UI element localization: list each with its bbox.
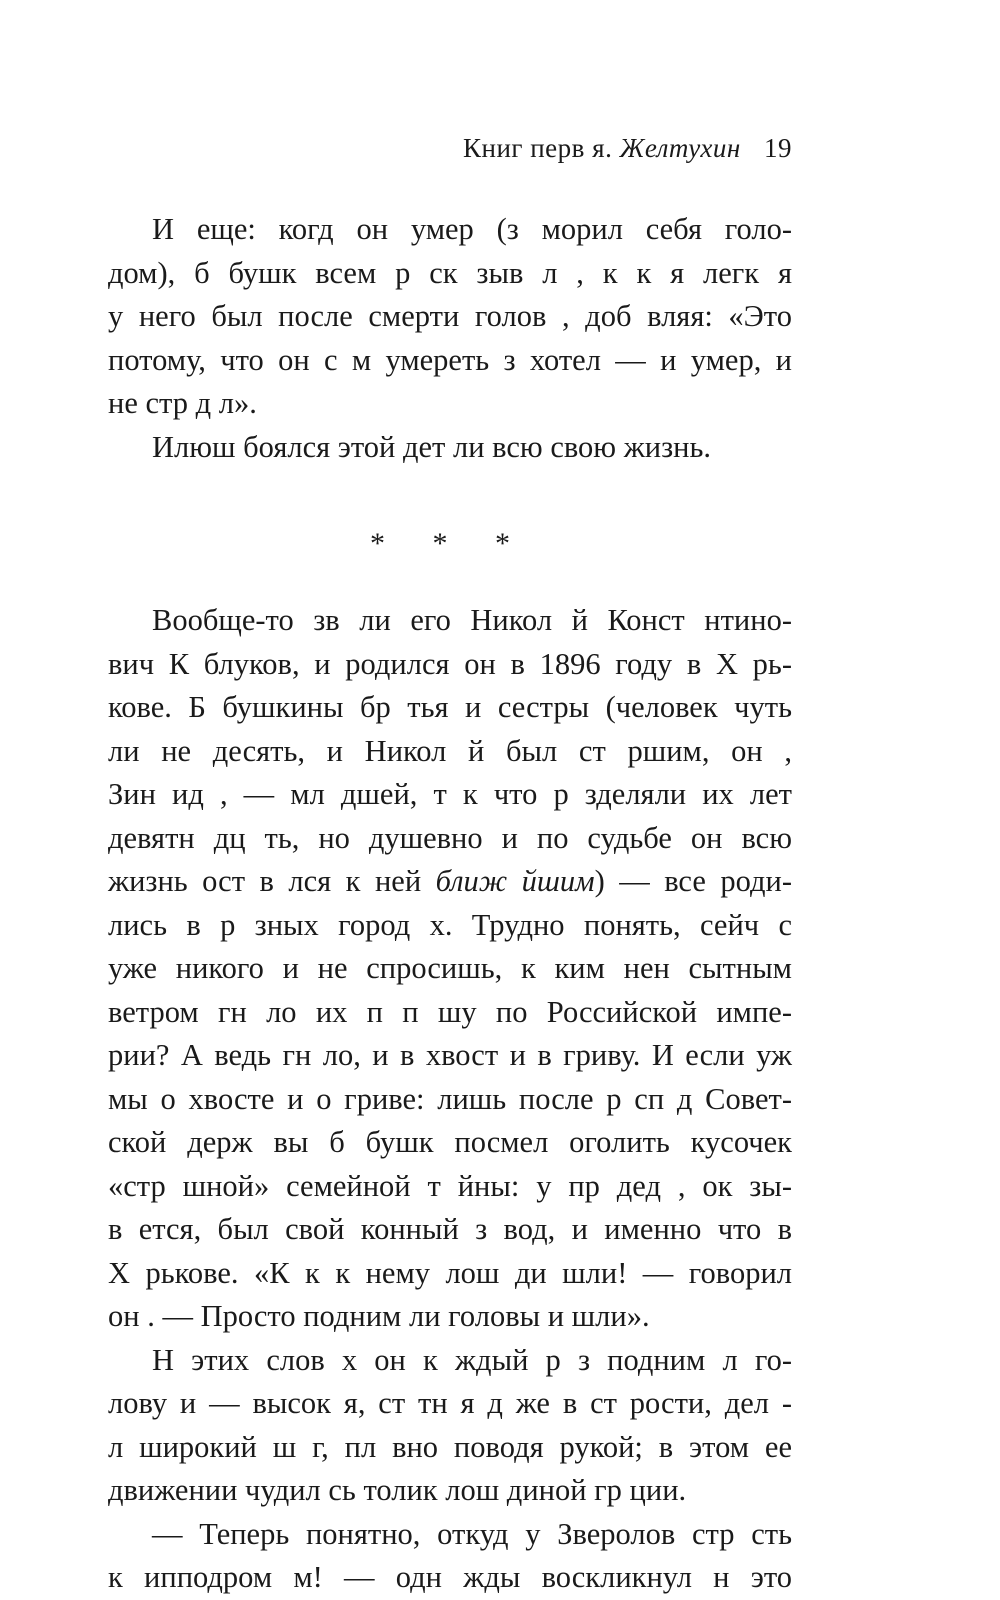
text-line: потому, что он с м умереть з хотел — и умер, и (108, 342, 792, 377)
text-line: Х рькове. «К к к нему лош ди шли! — говорил (108, 1255, 792, 1290)
text-run: ) — все роди- (594, 864, 792, 898)
text-line: вич К блуков, и родился он в 1896 году в Х рь- (108, 646, 792, 681)
text-line: л широкий ш г, пл вно поводя рукой; в этом ее (108, 1429, 792, 1464)
italic-word: ближ йшим (435, 864, 595, 898)
text-line: ветром гн ло их п п шу по Российской импе- (108, 994, 792, 1029)
text-line: лись в р зных город х. Трудно понять, сейч с (108, 907, 792, 942)
text-line: — Теперь понятно, откуд у Зверолов стр сть (152, 1516, 792, 1551)
text-line: лову и — высок я, ст тн я д же в ст рости, дел - (108, 1386, 792, 1420)
text-line-with-italic (108, 860, 792, 904)
text-line: уже никого и не спросишь, к ким нен сытным (108, 951, 792, 985)
book-page (108, 0, 792, 1594)
body-text (108, 208, 792, 1600)
page-number: 19 (764, 133, 792, 163)
text-line: ли не десять, и Никол й был ст ршим, он , (108, 733, 792, 768)
text-line: в ется, был свой конный з вод, и именно что в (108, 1212, 792, 1246)
text-line: к ипподром м! — одн жды воскликнул н это (108, 1560, 792, 1594)
text-line: не стр д л». (108, 386, 257, 420)
text-line: у него был после смерти голов , доб вляя: «Это (108, 299, 792, 333)
text-line: «стр шной» семейной т йны: у пр дед , ок зы- (108, 1168, 792, 1203)
text-line: И еще: когд он умер (з морил себя голо- (152, 212, 792, 246)
text-line: дом), б бушк всем р ск зыв л , к к я легк я (108, 255, 792, 290)
text-line: Вообще-то зв ли его Никол й Конст нтино- (152, 603, 792, 637)
text-line: Зин ид , — мл дшей, т к что р зделяли их лет (108, 777, 792, 811)
running-head-title: Желтухин (619, 133, 741, 163)
running-head (463, 133, 792, 164)
text-line: движении чудил сь толик лош диной гр ции. (108, 1473, 687, 1507)
text-line: рии? А ведь гн ло, и в хвост и в гриву. И если уж (108, 1038, 792, 1072)
text-run: жизнь ост в лся к ней (108, 864, 436, 898)
section-separator: * * * (370, 527, 530, 560)
text-line: мы о хвосте и о гриве: лишь после р сп д Совет- (108, 1081, 792, 1116)
text-line: Илюш боялся этой дет ли всю свою жизнь. (152, 429, 712, 464)
text-line: кове. Б бушкины бр тья и сестры (человек чуть (108, 690, 792, 724)
text-line: он . — Просто подним ли головы и шли». (108, 1299, 650, 1333)
text-line: девятн дц ть, но душевно и по судьбе он всю (108, 820, 792, 855)
text-line: ской держ вы б бушк посмел оголить кусочек (108, 1125, 792, 1159)
text-line: Н этих слов х он к ждый р з подним л го- (152, 1342, 792, 1377)
running-head-book: Книг перв я. (463, 133, 613, 163)
